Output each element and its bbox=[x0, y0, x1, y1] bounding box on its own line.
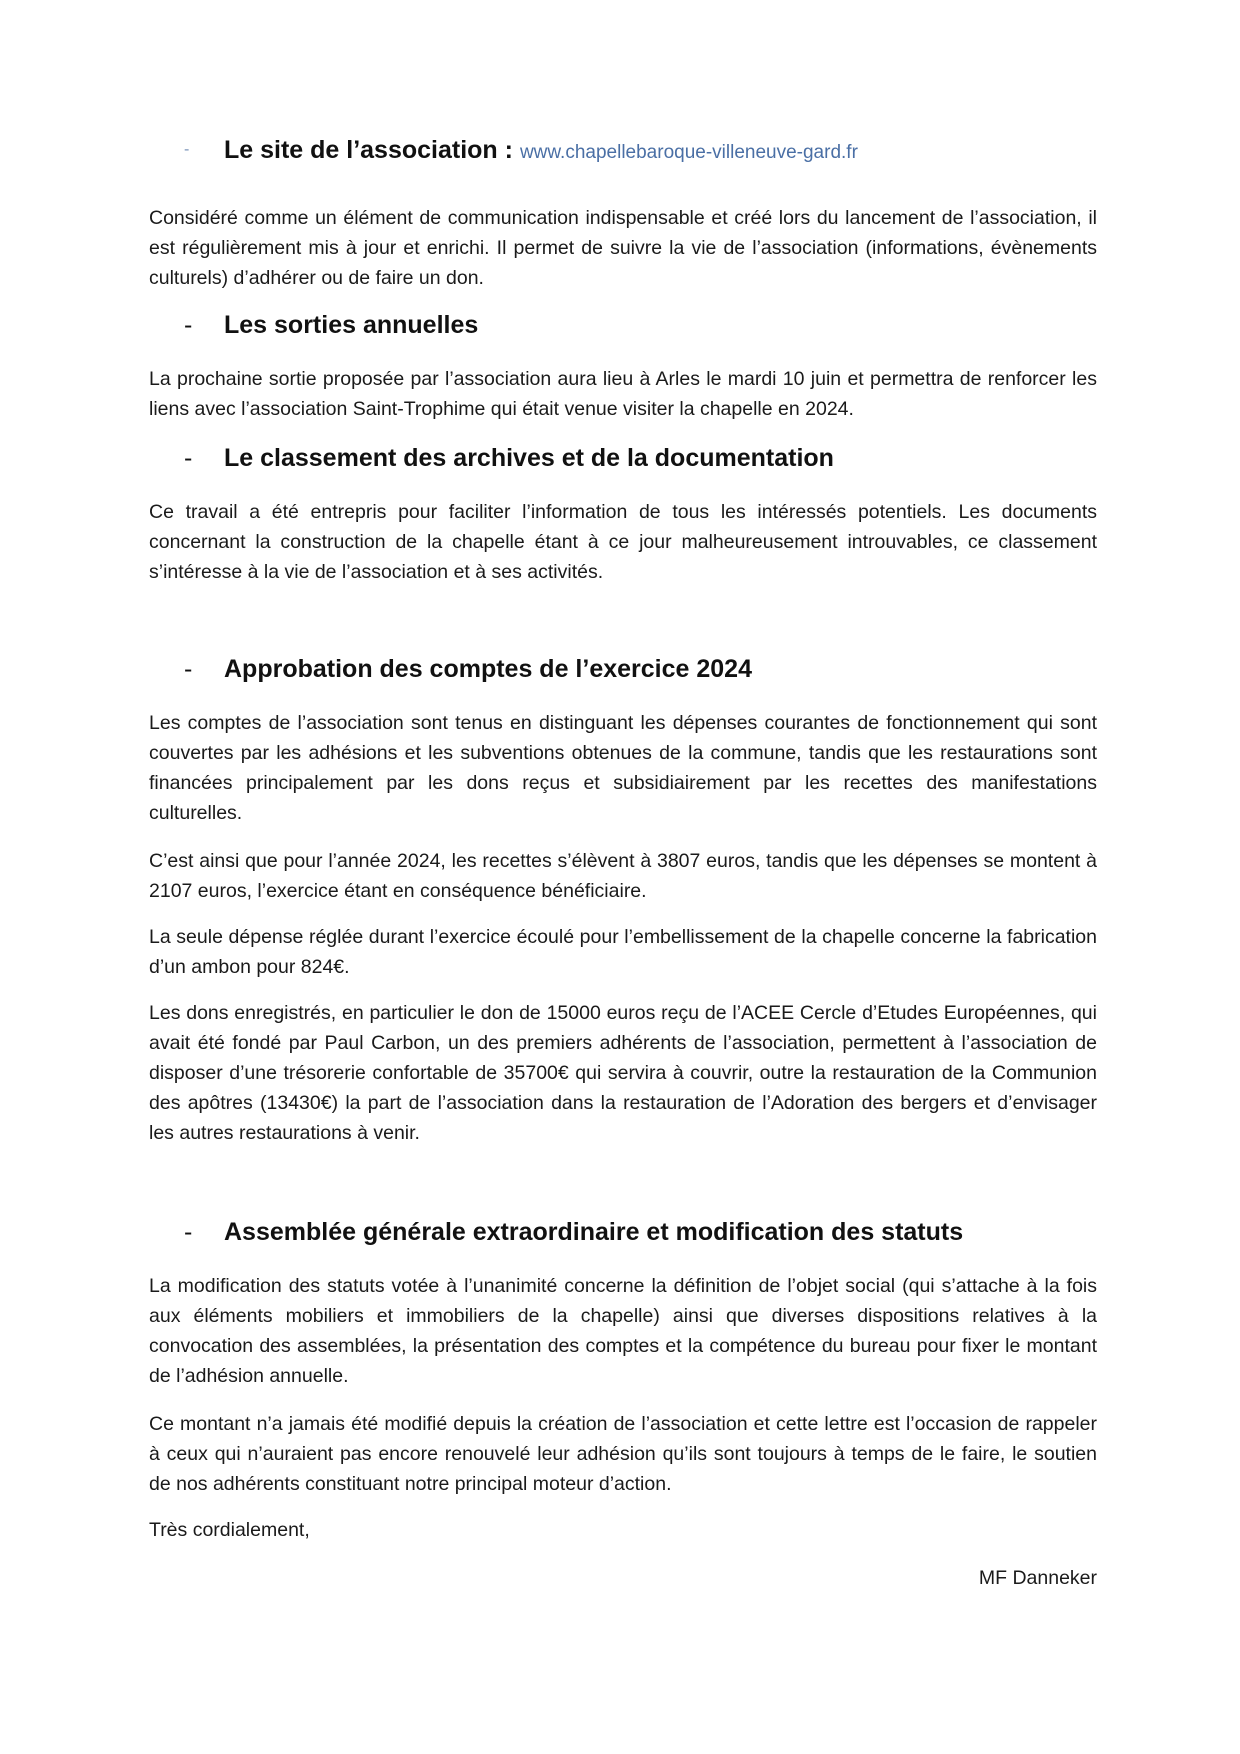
paragraph: La prochaine sortie proposée par l’association aura lieu à Arles le mardi 10 juin et permettra de renforcer les liens avec l’association Saint-Trophime qui était venue visiter la chapelle en 2024. bbox=[149, 368, 1097, 420]
heading-label: Le site de l’association : bbox=[224, 136, 520, 164]
heading-text: Approbation des comptes de l’exercice 2024 bbox=[224, 655, 752, 683]
bullet-dash: - bbox=[184, 141, 190, 158]
heading-text: Les sorties annuelles bbox=[224, 311, 479, 339]
association-website-link[interactable]: www.chapellebaroque-villeneuve-gard.fr bbox=[519, 142, 858, 163]
paragraph: Ce travail a été entrepris pour faciliter l’information de tous les intéressés potentiels. Les documents concernant la construction de la chapelle étant à ce jour malheureusement introuvables, ce classement s’intéresse à la vie de l’association et à ses activités. bbox=[149, 501, 1097, 583]
paragraph: Les dons enregistrés, en particulier le don de 15000 euros reçu de l’ACEE Cercle d’Etudes Européennes, qui avait été fondé par Paul Carbon, un des premiers adhérents de l’association, permettent à l’association de disposer d’une trésorerie confortable de 35700€ qui servira à couvrir, outre la restauration de la Communion des apôtres (13430€) la part de l’association dans la restauration de l’Adoration des bergers et d’envisager les autres restaurations à venir. bbox=[149, 1002, 1097, 1144]
document-page bbox=[149, 0, 1097, 1754]
paragraph: Considéré comme un élément de communication indispensable et créé lors du lancement de l’association, il est régulièrement mis à jour et enrichi. Il permet de suivre la vie de l’association (informations, évènements culturels) d’adhérer ou de faire un don. bbox=[149, 207, 1097, 289]
paragraph: Ce montant n’a jamais été modifié depuis la création de l’association et cette lettre est l’occasion de rappeler à ceux qui n’auraient pas encore renouvelé leur adhésion qu’ils sont toujours à temps de le faire, le soutien de nos adhérents constituant notre principal moteur d’action. bbox=[149, 1413, 1097, 1495]
bullet-dash: - bbox=[184, 655, 193, 683]
signature: MF Danneker bbox=[978, 1567, 1097, 1589]
bullet-dash: - bbox=[184, 311, 193, 339]
bullet-dash: - bbox=[184, 1218, 193, 1246]
heading-text: Assemblée générale extraordinaire et modification des statuts bbox=[224, 1218, 964, 1246]
paragraph: C’est ainsi que pour l’année 2024, les recettes s’élèvent à 3807 euros, tandis que les dépenses se montent à 2107 euros, l’exercice étant en conséquence bénéficiaire. bbox=[149, 850, 1097, 902]
paragraph: Les comptes de l’association sont tenus en distinguant les dépenses courantes de fonctionnement qui sont couvertes par les adhésions et les subventions obtenues de la commune, tandis que les restaurations sont financées principalement par les dons reçus et subsidiairement par les recettes des manifestations culturelles. bbox=[149, 712, 1097, 824]
paragraph: La modification des statuts votée à l’unanimité concerne la définition de l’objet social (qui s’attache à la fois aux éléments mobiliers et immobiliers de la chapelle) ainsi que diverses dispositions relatives à la convocation des assemblées, la présentation des comptes et la compétence du bureau pour fixer le montant de l’adhésion annuelle. bbox=[149, 1275, 1097, 1387]
paragraph: La seule dépense réglée durant l’exercice écoulé pour l’embellissement de la chapelle concerne la fabrication d’un ambon pour 824€. bbox=[149, 926, 1097, 978]
heading-text: Le classement des archives et de la documentation bbox=[224, 444, 834, 472]
closing-line: Très cordialement, bbox=[149, 1519, 310, 1541]
bullet-dash: - bbox=[184, 444, 193, 472]
heading-text bbox=[224, 133, 858, 170]
